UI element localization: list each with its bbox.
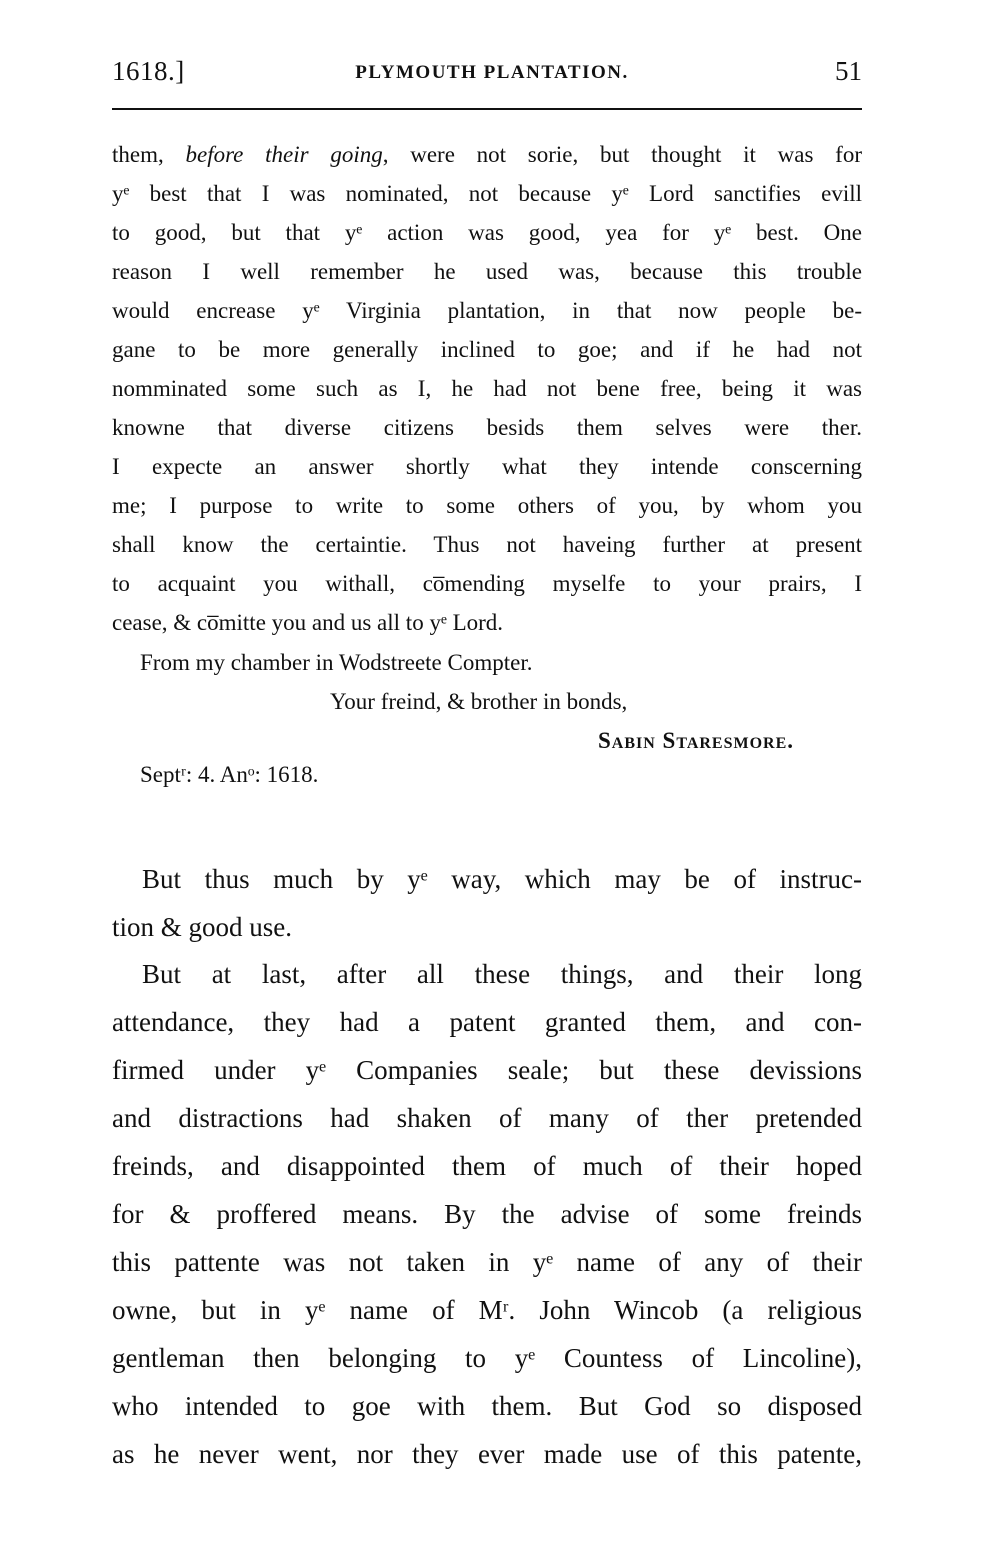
page-number: 51 bbox=[835, 56, 862, 86]
narrative-line: But at last, after all these things, and their long bbox=[142, 959, 862, 989]
narrative-line: firmed under yᵉ Companies seale; but these devissions bbox=[112, 1055, 862, 1085]
narrative-line: who intended to goe with them. But God so disposed bbox=[112, 1391, 862, 1421]
narrative-line: this pattente was not taken in yᵉ name of any of their bbox=[112, 1247, 862, 1277]
letter-line: gane to be more generally inclined to goe; and if he had not bbox=[112, 337, 862, 362]
narrative-line: as he never went, nor they ever made use of this patente, bbox=[112, 1439, 862, 1469]
header-rule bbox=[112, 108, 862, 110]
letter-line: me; I purpose to write to some others of you, by whom you bbox=[112, 493, 862, 518]
narrative-line: and distractions had shaken of many of ther pretended bbox=[112, 1103, 862, 1133]
letter-line: them, before their going, were not sorie, but thought it was for bbox=[112, 142, 862, 167]
letter-line: cease, & co̅mitte you and us all to yᵉ Lord. bbox=[112, 610, 504, 635]
letter-line: I expecte an answer shortly what they intende conscerning bbox=[112, 454, 862, 479]
italic-phrase: before their going bbox=[185, 142, 383, 167]
narrative-line: gentleman then belonging to yᵉ Countess of Lincoline), bbox=[112, 1343, 862, 1373]
narrative-line: freinds, and disappointed them of much of their hoped bbox=[112, 1151, 862, 1181]
letter-body bbox=[112, 135, 862, 642]
letter-signature: Sabin Staresmore. bbox=[598, 728, 795, 753]
letter-date: Septʳ: 4. Anᵒ: 1618. bbox=[140, 762, 319, 787]
running-head bbox=[112, 56, 862, 90]
letter-line: would encrease yᵉ Virginia plantation, in that now people be- bbox=[112, 298, 862, 323]
narrative-line: owne, but in yᵉ name of Mʳ. John Wincob (a religious bbox=[112, 1295, 862, 1325]
letter-line: nomminated some such as I, he had not bene free, being it was bbox=[112, 376, 862, 401]
letter-line: shall know the certaintie. Thus not haveing further at present bbox=[112, 532, 862, 557]
letter-line: to good, but that yᵉ action was good, yea for yᵉ best. One bbox=[112, 220, 862, 245]
running-head-year: 1618.] bbox=[112, 56, 185, 86]
running-head-title: PLYMOUTH PLANTATION. bbox=[355, 62, 629, 83]
narrative-paragraph-2 bbox=[112, 950, 862, 1478]
narrative-paragraph-1 bbox=[112, 855, 862, 951]
narrative-line: But thus much by yᵉ way, which may be of instruc- bbox=[142, 864, 862, 894]
letter-place-line: From my chamber in Wodstreete Compter. bbox=[140, 650, 533, 675]
narrative-line: attendance, they had a patent granted them, and con- bbox=[112, 1007, 862, 1037]
letter-line: reason I well remember he used was, because this trouble bbox=[112, 259, 862, 284]
letter-line: yᵉ best that I was nominated, not because yᵉ Lord sanctifies evill bbox=[112, 181, 862, 206]
narrative-line: for & proffered means. By the advise of some freinds bbox=[112, 1199, 862, 1229]
narrative-line: tion & good use. bbox=[112, 912, 292, 942]
letter-line: to acquaint you withall, co̅mending myselfe to your prairs, I bbox=[112, 571, 862, 596]
letter-closing: Your freind, & brother in bonds, bbox=[330, 689, 628, 714]
letter-line: knowne that diverse citizens besids them selves were ther. bbox=[112, 415, 862, 440]
